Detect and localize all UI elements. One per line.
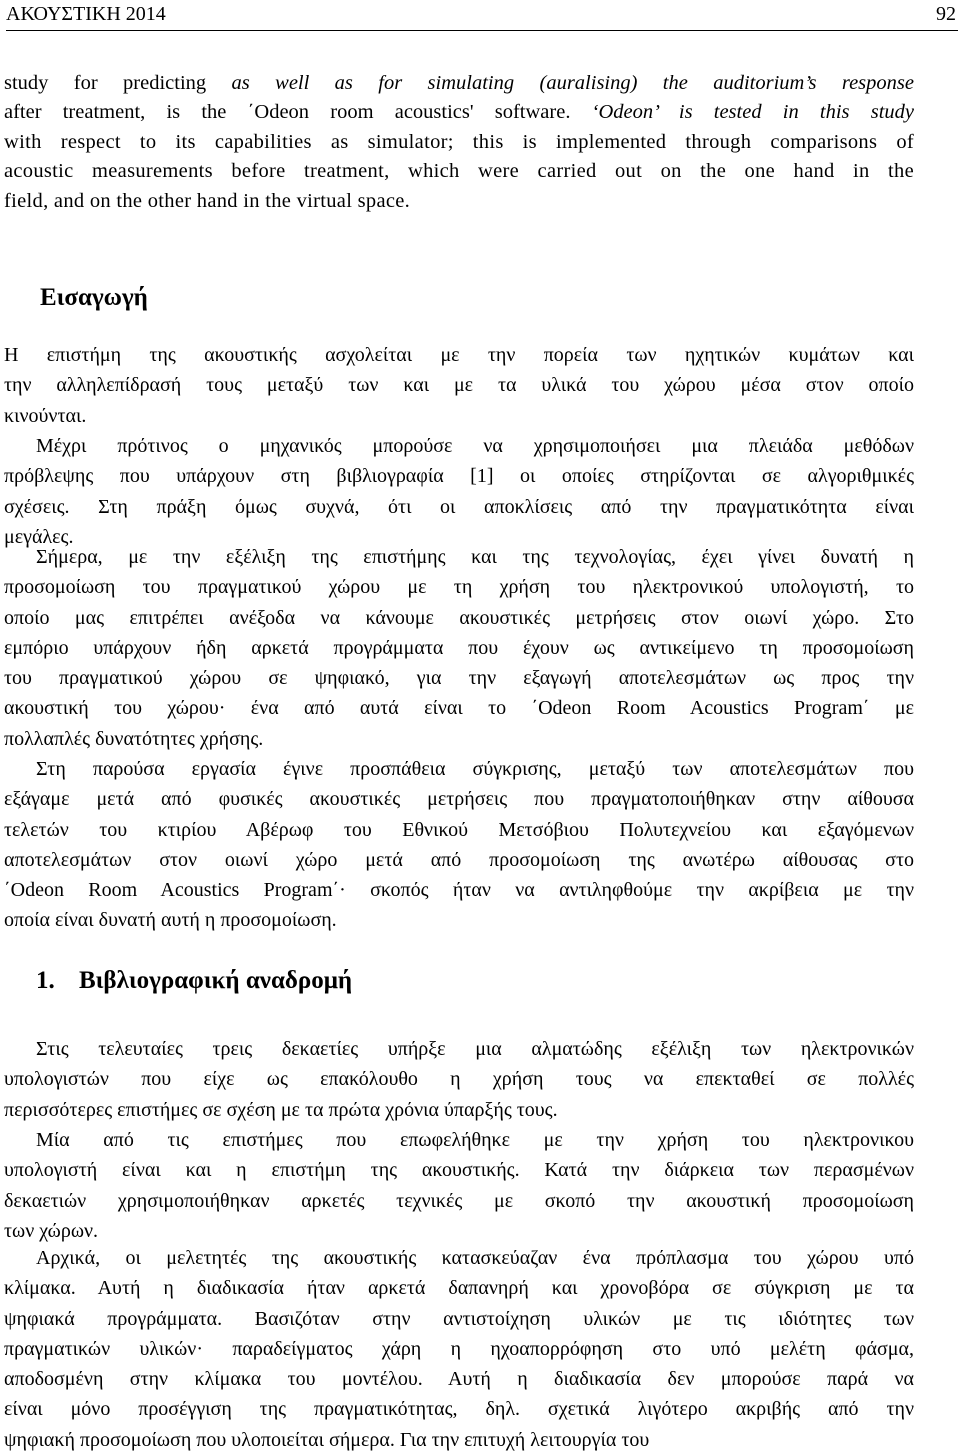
text-line: ακουστική του χώρου· ένα από αυτά είναι το ΄Odeon Room Acoustics Program΄ με bbox=[4, 697, 914, 720]
text-line: προσομοίωση του πραγματικού χώρου με τη χρήση του ηλεκτρονικού υπολογιστή, το bbox=[4, 576, 914, 599]
text-line: field, and on the other hand in the virtual space. bbox=[4, 189, 411, 212]
paragraph bbox=[4, 1243, 914, 1455]
text-line: Μία από τις επιστήμες που επωφελήθηκε με την χρήση του ηλεκτρονικου bbox=[36, 1129, 914, 1151]
paragraph bbox=[4, 542, 914, 754]
running-header bbox=[6, 4, 958, 31]
text-line: ψηφιακά προγράμματα. Βασιζόταν στην αντιστοίχηση υλικών με τις ιδιότητες των bbox=[4, 1307, 914, 1330]
text-line: των χώρων. bbox=[4, 1219, 99, 1242]
journal-title: ΑΚΟΥΣΤΙΚΗ 2014 bbox=[6, 3, 166, 25]
text-line: ΄Odeon Room Acoustics Program΄· σκοπός ήταν να αντιληφθούμε την ακρίβεια με την bbox=[4, 879, 914, 902]
text-line: Στις τελευταίες τρεις δεκαετίες υπήρξε μια αλματώδης εξέλιξη των ηλεκτρονικών bbox=[36, 1038, 914, 1060]
section-heading-literature-review bbox=[36, 966, 352, 996]
text-line: τελετών του κτιρίου Αβέρωφ του Εθνικού Μετσόβιου Πολυτεχνείου και εξαγόμενων bbox=[4, 818, 914, 841]
text-line: Αρχικά, οι μελετητές της ακουστικής κατασκεύαζαν ένα πρόπλασμα του χώρου υπό bbox=[36, 1247, 914, 1269]
text-line: εμπόριο υπάρχουν ήδη αρκετά προγράμματα που έχουν ως αντικείμενο τη προσομοίωση bbox=[4, 636, 914, 659]
text-line: Στη παρούσα εργασία έγινε προσπάθεια σύγκρισης, μεταξύ των αποτελεσμάτων που bbox=[36, 758, 914, 780]
text-line: υπολογιστών που είχε ως επακόλουθο η χρήση τους να επεκταθεί σε πολλές bbox=[4, 1068, 914, 1091]
paragraph bbox=[4, 1034, 914, 1125]
text-line: υπολογιστή είναι και η επιστήμη της ακουστικής. Κατά την διάρκεια των περασμένων bbox=[4, 1159, 914, 1182]
section-heading-introduction: Εισαγωγή bbox=[40, 284, 148, 311]
text-line: οποία είναι δυνατή αυτή η προσομοίωση. bbox=[4, 909, 337, 932]
text-line: αποδοσμένη στην κλίμακα του μοντέλου. Αυτή η διαδικασία δεν μπορούσε παρά να bbox=[4, 1368, 914, 1391]
paragraph bbox=[4, 754, 914, 936]
text-line: after treatment, is the ΄Odeon room acoustics' software. ‘Odeon’ is tested in this study bbox=[4, 101, 914, 124]
text-line: πρόβλεψης που υπάρχουν στη βιβλιογραφία [1] οι οποίες στηρίζονται σε αλγοριθμικές bbox=[4, 465, 914, 488]
paragraph bbox=[4, 1125, 914, 1246]
text-line: Σήμερα, με την εξέλιξη της επιστήμης και της τεχνολογίας, έχει γίνει δυνατή η bbox=[36, 546, 914, 568]
text-line: acoustic measurements before treatment, which were carried out on the one hand in the bbox=[4, 160, 914, 183]
text-line: πραγματικών υλικών· παραδείγματος χάρη η ηχοαπορρόφηση στο υπό μελέτη φάσμα, bbox=[4, 1337, 914, 1360]
section-number: 1. bbox=[36, 967, 55, 994]
text-line: μεγάλες. bbox=[4, 525, 74, 548]
text-line: Μέχρι πρότινος ο μηχανικός μπορούσε να χρησιμοποιήσει μια πλειάδα μεθόδων bbox=[36, 435, 914, 457]
text-line: αποτελεσμάτων στον οιωνί χώρο μετά από προσομοίωση της ανωτέρω αίθουσας στο bbox=[4, 848, 914, 871]
text-line: είναι μόνο προσέγγιση της πραγματικότητας, δηλ. σχετικά λιγότερο ακριβής από την bbox=[4, 1398, 914, 1421]
paragraph bbox=[4, 340, 914, 431]
text-line: πολλαπλές δυνατότητες χρήσης. bbox=[4, 727, 264, 750]
text-line: ψηφιακή προσομοίωση που υλοποιείται σήμερα. Για την επιτυχή λειτουργία του bbox=[4, 1428, 650, 1451]
text-line: οποίο μας επιτρέπει ανέξοδα να κάνουμε ακουστικές μετρήσεις στον οιωνί χώρο. Στο bbox=[4, 606, 914, 629]
text-line: δεκαετιών χρησιμοποιήθηκαν αρκετές τεχνικές με σκοπό την ακουστική προσομοίωση bbox=[4, 1189, 914, 1212]
text-line: σχέσεις. Στη πράξη όμως συχνά, ότι οι αποκλίσεις από την πραγματικότητα είναι bbox=[4, 495, 914, 518]
page-number: 92 bbox=[936, 3, 956, 25]
text-line: την αλληλεπίδρασή τους μεταξύ των και με τα υλικά του χώρου μέσα στον οποίο bbox=[4, 374, 914, 397]
english-abstract-continuation bbox=[4, 69, 914, 216]
text-line: περισσότερες επιστήμες σε σχέση με τα πρώτα χρόνια ύπαρξής τους. bbox=[4, 1098, 558, 1121]
paragraph bbox=[4, 431, 914, 552]
text-line: study for predicting as well as for simulating (auralising) the auditorium’s response bbox=[4, 72, 914, 94]
text-line: του πραγματικού χώρου σε ψηφιακό, για την εξαγωγή αποτελεσμάτων ως προς την bbox=[4, 667, 914, 690]
text-line: with respect to its capabilities as simulator; this is implemented through comparisons of bbox=[4, 130, 914, 153]
text-line: εξάγαμε μετά από φυσικές ακουστικές μετρήσεις που πραγματοποιήθηκαν στην αίθουσα bbox=[4, 788, 914, 811]
text-line: κινούνται. bbox=[4, 404, 87, 427]
text-line: κλίμακα. Αυτή η διαδικασία ήταν αρκετά δαπανηρή και χρονοβόρα σε σύγκριση με τα bbox=[4, 1277, 914, 1300]
text-line: Η επιστήμη της ακουστικής ασχολείται με την πορεία των ηχητικών κυμάτων και bbox=[4, 344, 914, 366]
section-title: Βιβλιογραφική αναδρομή bbox=[79, 967, 353, 994]
